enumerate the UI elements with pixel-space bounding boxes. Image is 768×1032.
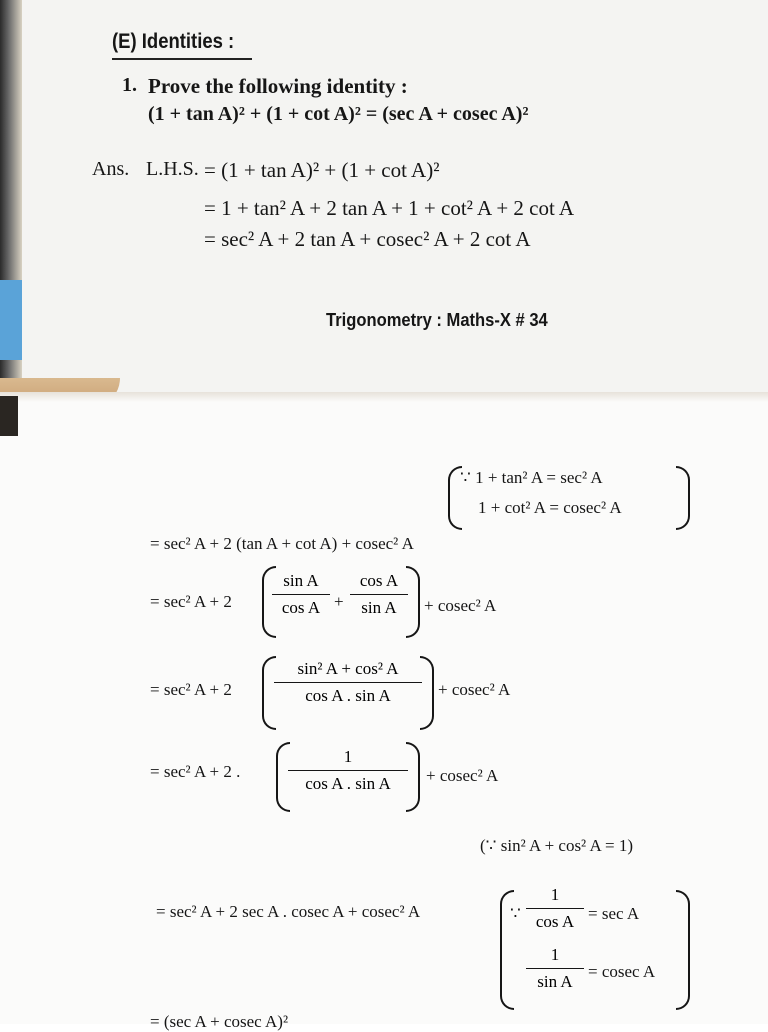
step-4-bracket-right xyxy=(406,742,420,812)
note3-bracket-right xyxy=(676,890,690,1010)
fraction-bar xyxy=(272,594,330,595)
step-2-frac1-den: cos A xyxy=(281,598,321,618)
note3-f2-den: sin A xyxy=(537,972,573,992)
step-5: = sec² A + 2 sec A . cosec A + cosec² A xyxy=(156,902,421,921)
step-2-frac2-den: sin A xyxy=(361,598,397,618)
upper-page xyxy=(0,0,768,396)
step-3-frac-num: sin² A + cos² A xyxy=(297,659,399,678)
step-3-prefix: = sec² A + 2 xyxy=(150,680,232,699)
fraction-bar xyxy=(526,908,584,909)
note3-f1-num: 1 xyxy=(550,885,560,904)
step-1: = sec² A + 2 (tan A + cot A) + cosec² A xyxy=(150,534,414,553)
step-4-fraction xyxy=(288,746,408,795)
step-2-plus: + xyxy=(334,592,344,611)
note3-fraction-2 xyxy=(526,944,584,993)
answer-line-3: = sec² A + 2 tan A + cosec² A + 2 cot A xyxy=(204,227,531,251)
page-fold xyxy=(0,392,768,402)
note3-fraction-1 xyxy=(526,884,584,933)
step-4-frac-den: cos A . sin A xyxy=(305,774,391,794)
fraction-bar xyxy=(350,594,408,595)
answer-line-2: = 1 + tan² A + 2 tan A + 1 + cot² A + 2 cot A xyxy=(204,196,575,220)
step-3-fraction xyxy=(274,658,422,707)
step-6-partial: = (sec A + cosec A)² xyxy=(150,1012,289,1031)
answer-line-1: = (1 + tan A)² + (1 + cot A)² xyxy=(204,158,440,182)
lower-page xyxy=(0,396,768,1024)
note3-f1-den: cos A xyxy=(535,912,575,932)
step-4-suffix: + cosec² A xyxy=(426,766,499,785)
step-2-fraction-1 xyxy=(272,570,330,619)
note3-f2-num: 1 xyxy=(550,945,560,964)
step-2-prefix: = sec² A + 2 xyxy=(150,592,232,611)
note3-f2-rhs: = cosec A xyxy=(588,962,656,981)
note-2: (∵ sin² A + cos² A = 1) xyxy=(480,836,634,855)
answer-label: Ans. xyxy=(92,158,130,180)
note3-because: ∵ xyxy=(510,904,521,923)
step-4-prefix: = sec² A + 2 . xyxy=(150,762,241,781)
note1-line-1: ∵ 1 + tan² A = sec² A xyxy=(460,468,603,487)
note1-bracket-right xyxy=(676,466,690,530)
book-edge-mark xyxy=(0,280,22,360)
step-2-fraction-2 xyxy=(350,570,408,619)
fraction-bar xyxy=(288,770,408,771)
step-3-bracket-right xyxy=(420,656,434,730)
fraction-bar xyxy=(274,682,422,683)
step-2-frac1-num: sin A xyxy=(283,571,319,590)
step-4-frac-num: 1 xyxy=(343,747,353,766)
note3-f1-rhs: = sec A xyxy=(588,904,640,923)
page-footer: Trigonometry : Maths-X # 34 xyxy=(326,310,548,330)
step-2-bracket-right xyxy=(406,566,420,638)
note1-line-2: 1 + cot² A = cosec² A xyxy=(478,498,622,517)
question-prompt: Prove the following identity : xyxy=(148,74,408,98)
step-2-suffix: + cosec² A xyxy=(424,596,497,615)
page-corner xyxy=(0,396,18,436)
section-heading: (E) Identities : xyxy=(112,30,235,53)
step-2-frac2-num: cos A xyxy=(359,571,399,590)
heading-underline xyxy=(112,58,252,60)
step-3-suffix: + cosec² A xyxy=(438,680,511,699)
step-3-frac-den: cos A . sin A xyxy=(305,686,391,706)
fraction-bar xyxy=(526,968,584,969)
question-identity: (1 + tan A)² + (1 + cot A)² = (sec A + cosec A)² xyxy=(148,103,529,125)
question-number: 1. xyxy=(122,74,137,96)
lhs-label: L.H.S. xyxy=(146,158,199,180)
